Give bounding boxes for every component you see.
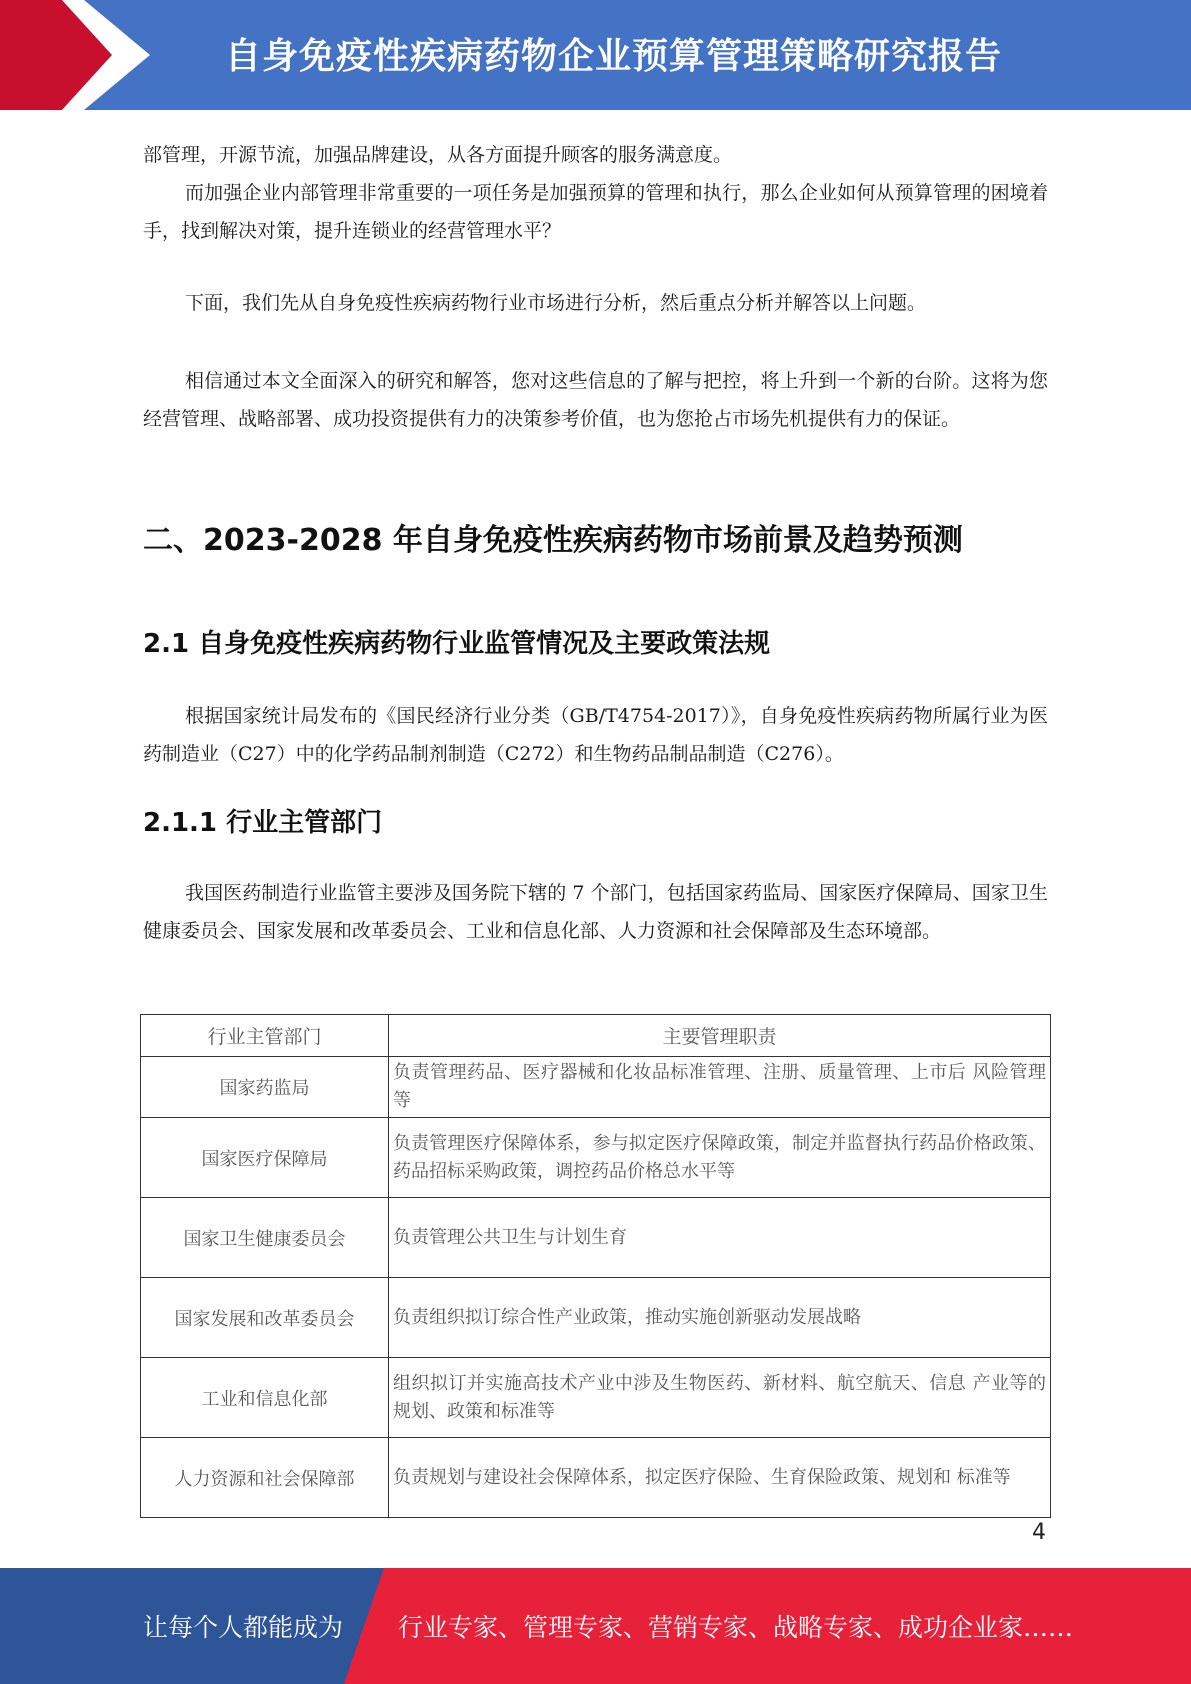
section-2-1-1-heading: 2.1.1 行业主管部门 (143, 808, 383, 838)
table-cell-duty: 负责管理公共卫生与计划生育 (389, 1198, 1051, 1278)
intro-paragraph-2: 而加强企业内部管理非常重要的一项任务是加强预算的管理和执行，那么企业如何从预算管理的困境着手，找到解决对策，提升连锁业的经营管理水平？ (143, 182, 1048, 242)
report-title: 自身免疫性疾病药物企业预算管理策略研究报告 (225, 36, 1003, 77)
table-cell-dept: 国家医疗保障局 (141, 1118, 389, 1198)
table-cell-dept: 国家药监局 (141, 1057, 389, 1118)
table-row (141, 1118, 1051, 1198)
table-row (141, 1198, 1051, 1278)
table-cell-duty: 负责管理医疗保障体系，参与拟定医疗保障政策，制定并监督执行药品价格政策、药品招标采购政策，调控药品价格总水平等 (389, 1118, 1051, 1198)
table-cell-dept: 国家卫生健康委员会 (141, 1198, 389, 1278)
table-row (141, 1278, 1051, 1358)
table-row (141, 1358, 1051, 1438)
footer-banner (0, 1568, 1191, 1684)
footer-slogan-left: 让每个人都能成为 (143, 1613, 344, 1642)
footer-slogan-right: 行业专家、管理专家、营销专家、战略专家、成功企业家…… (398, 1613, 1074, 1642)
table-cell-dept: 工业和信息化部 (141, 1358, 389, 1438)
table-cell-duty: 负责规划与建设社会保障体系，拟定医疗保险、生育保险政策、规划和 标准等 (389, 1438, 1051, 1518)
section-2-1-heading: 2.1 自身免疫性疾病药物行业监管情况及主要政策法规 (143, 629, 771, 659)
table-header-row (141, 1015, 1051, 1057)
header-arrow-decoration (0, 0, 160, 110)
table-row (141, 1057, 1051, 1118)
table-header-dept: 行业主管部门 (141, 1015, 389, 1057)
intro-paragraph-1: 部管理，开源节流，加强品牌建设，从各方面提升顾客的服务满意度。 (143, 144, 733, 166)
table-cell-dept: 国家发展和改革委员会 (141, 1278, 389, 1358)
header-banner (0, 0, 1191, 110)
table-cell-duty: 负责管理药品、医疗器械和化妆品标准管理、注册、质量管理、上市后 风险管理等 (389, 1057, 1051, 1118)
table-header-duty: 主要管理职责 (389, 1015, 1051, 1057)
intro-paragraph-3: 下面，我们先从自身免疫性疾病药物行业市场进行分析，然后重点分析并解答以上问题。 (185, 292, 927, 314)
regulators-table (140, 1014, 1051, 1518)
page-number: 4 (1032, 1520, 1046, 1545)
section-2-1-1-paragraph: 我国医药制造行业监管主要涉及国务院下辖的 7 个部门，包括国家药监局、国家医疗保障局、国家卫生健康委员会、国家发展和改革委员会、工业和信息化部、人力资源和社会保障部及生态环境部。 (143, 882, 1048, 942)
table-cell-duty: 组织拟订并实施高技术产业中涉及生物医药、新材料、航空航天、信息 产业等的规划、政策和标准等 (389, 1358, 1051, 1438)
intro-paragraph-4: 相信通过本文全面深入的研究和解答，您对这些信息的了解与把控，将上升到一个新的台阶。这将为您经营管理、战略部署、成功投资提供有力的决策参考价值，也为您抢占市场先机提供有力的保证。 (143, 370, 1048, 430)
section-2-1-paragraph: 根据国家统计局发布的《国民经济行业分类（GB/T4754-2017）》，自身免疫性疾病药物所属行业为医药制造业（C27）中的化学药品制剂制造（C272）和生物药品制品制造（C276）。 (143, 705, 1048, 765)
section-2-heading: 二、2023-2028 年自身免疫性疾病药物市场前景及趋势预测 (143, 523, 963, 558)
table-cell-duty: 负责组织拟订综合性产业政策，推动实施创新驱动发展战略 (389, 1278, 1051, 1358)
table-row (141, 1438, 1051, 1518)
table-cell-dept: 人力资源和社会保障部 (141, 1438, 389, 1518)
